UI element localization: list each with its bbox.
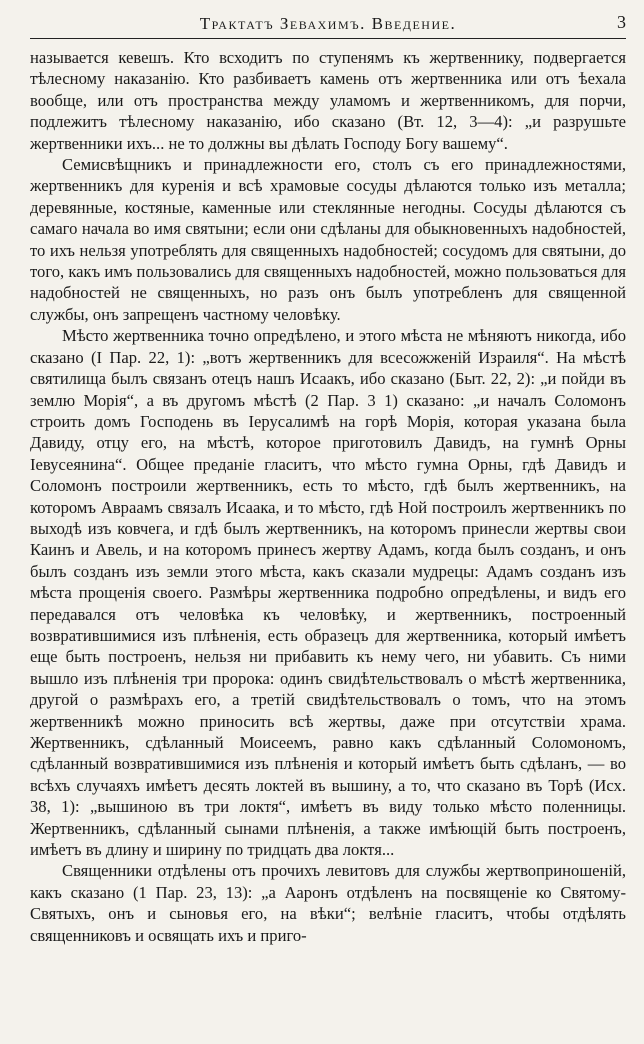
paragraph: Священники отдѣлены отъ прочихъ левитовъ для службы жертвоприношеній, какъ сказано (1 Пар. 23, 13): „а Ааронъ отдѣленъ на посвященіе ко Святому-Святыхъ, онъ и сыновья его, на вѣки“; велѣніе гласитъ, чтобы отдѣлять священниковъ и освящать ихъ и приго- [30,861,626,945]
paragraph: Семисвѣщникъ и принадлежности его, столъ съ его принадлежностями, жертвенникъ для куренія и всѣ храмовые сосуды дѣлаются только изъ металла; деревянные, костяные, каменные или стеклянные негодны. Сосуды дѣлаются съ самаго начала во имя святыни; если они сдѣланы для обыкновенныхъ надобностей, то ихъ нельзя употреблять для священныхъ надобностей; сосудомъ для святыни, до того, какъ имъ пользовались для священныхъ надобностей, можно пользоваться для надобностей не священныхъ, но разъ онъ былъ употребленъ для священной службы, онъ запрещенъ частному человѣку. [30,155,626,324]
body-text [30,47,626,946]
running-header [30,8,626,39]
running-title: Трактатъ Зевахимъ. Введение. [199,14,457,33]
page-number: 3 [617,12,626,32]
book-page [30,8,626,946]
paragraph-continued: называется кевешъ. Кто всходитъ по ступенямъ къ жертвеннику, подвергается тѣлесному наказанію. Кто разбиваетъ камень отъ жертвенника или отъ ѣехала вообще, или отъ пространства между уламомъ и жертвенникомъ, для порчи, подлежитъ тѣлесному наказанію, ибо сказано (Вт. 12, 3—4): „и разрушьте жертвенники ихъ... не то должны вы дѣлать Господу Богу вашему“. [30,48,626,153]
paragraph: Мѣсто жертвенника точно опредѣлено, и этого мѣста не мѣняютъ никогда, ибо сказано (I Пар. 22, 1): „вотъ жертвенникъ для всесожженій Израиля“. На мѣстѣ святилища былъ связанъ отецъ нашъ Исаакъ, ибо сказано (Быт. 22, 2): „и пойди въ землю Морія“, а въ другомъ мѣстѣ (2 Пар. 3 1) сказано: „и началъ Соломонъ строить домъ Господень въ Іерусалимѣ на горѣ Морія, которая указана была Давиду, отцу его, на мѣстѣ, которое приготовилъ Давидъ, на гумнѣ Орны Іевусеянина“. Общее преданіе гласитъ, что мѣсто гумна Орны, гдѣ Давидъ и Соломонъ построили жертвенникъ, есть то мѣсто, гдѣ былъ жертвенникъ, на которомъ Авраамъ связалъ Исаака, и то мѣсто, гдѣ Ной построилъ жертвенникъ по выходѣ изъ ковчега, и гдѣ былъ жертвенникъ, на которомъ принесли жертвы свои Каинъ и Авель, и на которомъ принесъ жертву Адамъ, когда былъ созданъ, и онъ былъ созданъ изъ земли этого мѣста, какъ сказали мудрецы: Адамъ созданъ изъ мѣста прощенія своего. Размѣры жертвенника подробно опредѣлены, и видъ его передавался отъ человѣка къ человѣку, и жертвенникъ, построенный возвратившимися изъ плѣненія, есть образецъ для жертвенника, который имѣетъ еще быть построенъ, нельзя ни прибавить къ нему чего, ни убавить. Съ ними вышло изъ плѣненія три пророка: одинъ свидѣтельствовалъ о мѣстѣ жертвенника, другой о размѣрахъ его, а третій свидѣтельствовалъ о томъ, что на этомъ жертвенникѣ можно приносить всѣ жертвы, даже при отсутствіи храма. Жертвенникъ, сдѣланный Моисеемъ, равно какъ сдѣланный Соломономъ, сдѣланный возвратившимися изъ плѣненія и который имѣетъ быть сдѣланъ, — во всѣхъ случаяхъ имѣетъ десять локтей въ вышину, а то, что сказано въ Торѣ (Исх. 38, 1): „вышиною въ три локтя“, имѣетъ въ виду только мѣсто поленницы. Жертвенникъ, сдѣланный сынами плѣненія, а также имѣющій быть построенъ, имѣетъ въ длину и ширину по тридцать два локтя... [30,326,626,860]
